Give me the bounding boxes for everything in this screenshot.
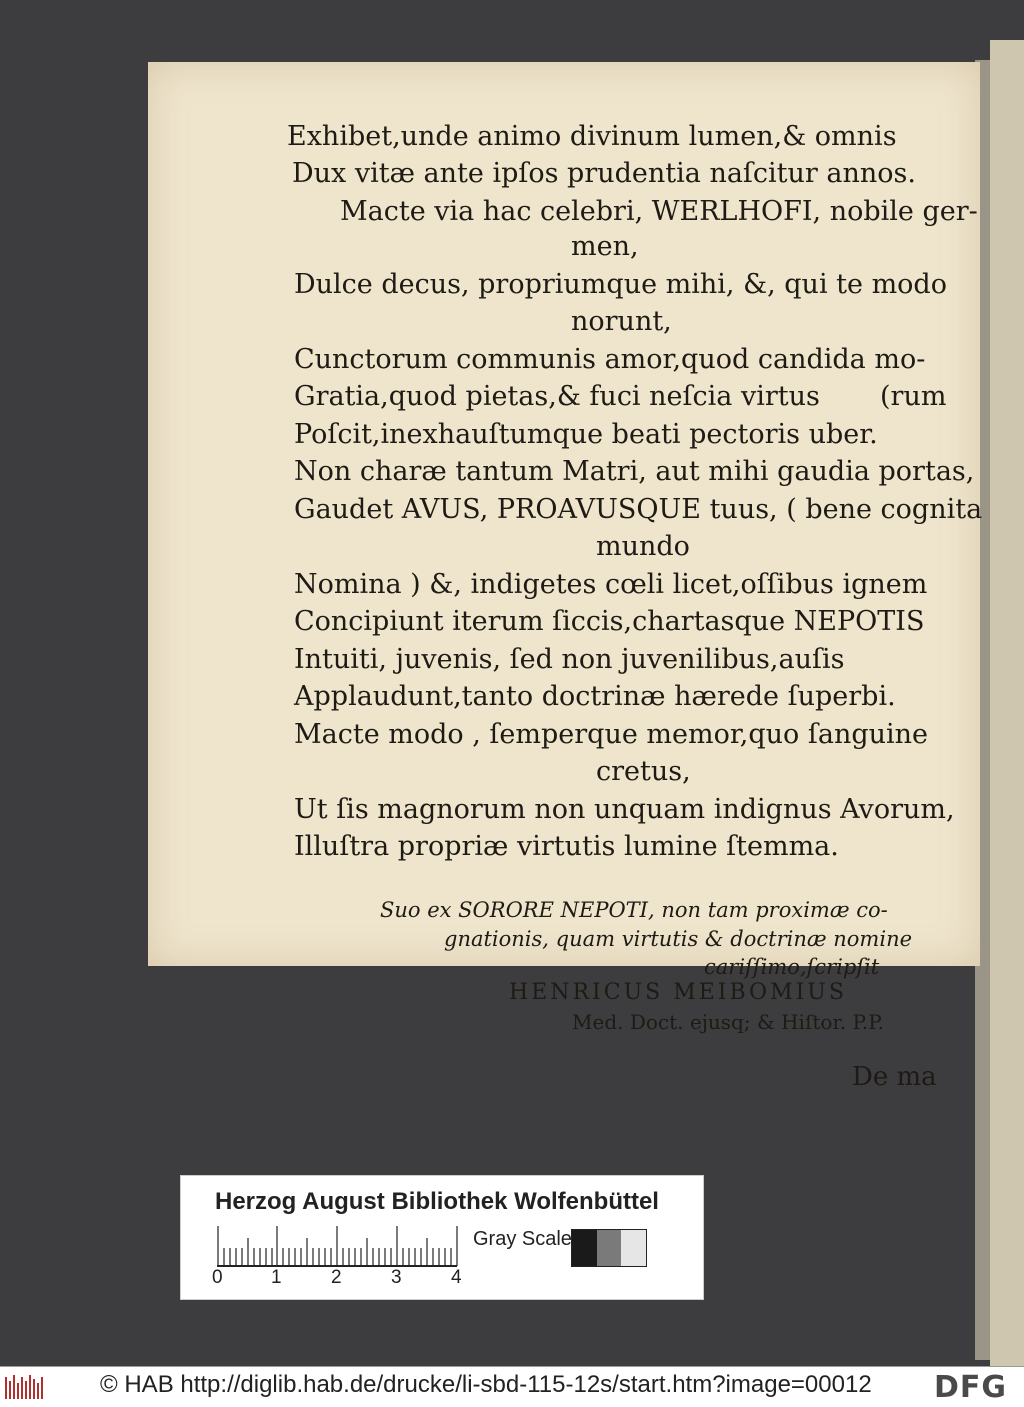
signature-title: Med. Doct. ejusq; & Hiſtor. P.P. [572, 1010, 885, 1034]
gray-scale-label: Gray Scale [473, 1228, 572, 1250]
signature-line: cariſſimo,ſcripſit [704, 955, 880, 979]
ruler-icon [217, 1226, 463, 1268]
signature-name: HENRICUS MEIBOMIUS [509, 980, 847, 1005]
text-line: Nomina ) &, indigetes cœli licet,oſſibus ignem [294, 569, 928, 600]
text-line: (rum [880, 381, 947, 412]
text-line: cretus, [596, 756, 691, 787]
text-line: Poſcit,inexhauſtumque beati pectoris uber. [294, 419, 878, 450]
library-title: Herzog August Bibliothek Wolfenbüttel [215, 1188, 659, 1215]
text-line: Macte via hac celebri, WERLHOFI, nobile ger- [340, 196, 978, 227]
color-ruler-card [180, 1175, 704, 1300]
hab-barcode-logo-icon [4, 1373, 48, 1401]
text-line: Gaudet AVUS, PROAVUSQUE tuus, ( bene cognita [294, 494, 983, 525]
dfg-logo: DFG [934, 1370, 1008, 1405]
text-line: mundo [596, 531, 690, 562]
ruler-tick-label: 1 [271, 1267, 282, 1288]
text-line: Gratia,quod pietas,& fuci neſcia virtus [294, 381, 820, 412]
gray-scale-swatches [571, 1229, 647, 1267]
text-line: Dux vitæ ante ipſos prudentia naſcitur annos. [292, 158, 916, 189]
text-line: Dulce decus, propriumque mihi, &, qui te modo [294, 269, 947, 300]
text-line: Applaudunt,tanto doctrinæ hærede ſuperbi. [294, 681, 896, 712]
text-line: Macte modo , ſemperque memor,quo ſanguine [294, 719, 929, 750]
text-line: Exhibet,unde animo divinum lumen,& omnis [287, 121, 897, 152]
footer-bar [0, 1366, 1024, 1407]
text-line: men, [571, 231, 639, 262]
footer-copyright-link[interactable]: © HAB http://diglib.hab.de/drucke/li-sbd-115-12s/start.htm?image=00012 [100, 1371, 872, 1398]
text-line: Non charæ tantum Matri, aut mihi gaudia portas, [294, 456, 975, 487]
text-line: Cunctorum communis amor,quod candida mo- [294, 344, 926, 375]
text-line: Ut ſis magnorum non unquam indignus Avorum, [294, 794, 955, 825]
ruler-tick-label: 2 [331, 1267, 342, 1288]
signature-line: gnationis, quam virtutis & doctrinæ nomine [444, 927, 913, 951]
text-line: Concipiunt iterum ſiccis,chartasque NEPOTIS [294, 606, 925, 637]
gray-swatch-mid [597, 1230, 622, 1266]
text-line: norunt, [571, 306, 672, 337]
adjacent-page-strip [990, 40, 1024, 1366]
text-line: Illuſtra propriæ virtutis lumine ſtemma. [294, 831, 839, 862]
catchword: De ma [852, 1062, 937, 1092]
ruler-tick-label: 0 [212, 1267, 223, 1288]
book-page [148, 62, 983, 979]
signature-line: Suo ex SORORE NEPOTI, non tam proximæ co- [380, 898, 888, 922]
text-line: Intuiti, juvenis, ſed non juvenilibus,auſis [294, 644, 845, 675]
ruler-tick-label: 4 [451, 1267, 462, 1288]
gray-swatch-dark [572, 1230, 597, 1266]
gray-swatch-light [621, 1230, 646, 1266]
ruler-tick-label: 3 [391, 1267, 402, 1288]
